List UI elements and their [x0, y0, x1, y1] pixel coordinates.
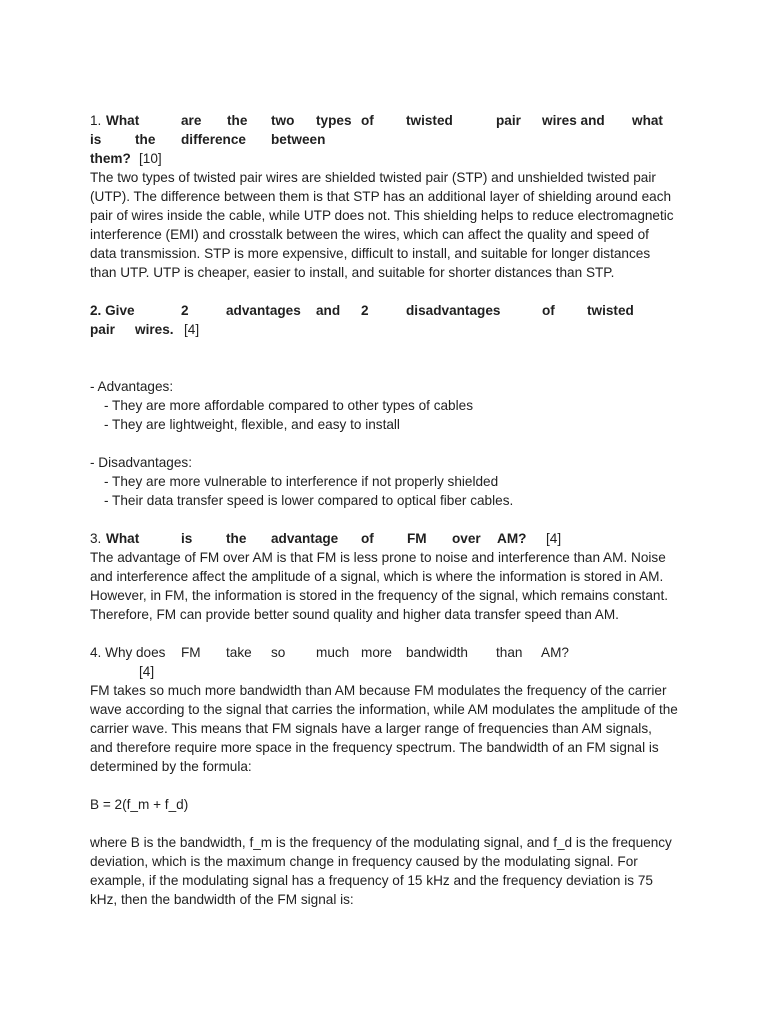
q2-word: and: [316, 303, 341, 318]
q1-word: them?: [90, 151, 131, 166]
q4-word: AM?: [541, 645, 569, 660]
q3-number: 3.: [90, 531, 102, 546]
q1-word: types: [316, 113, 352, 128]
q1-word: two: [271, 113, 295, 128]
q1-word: wires and: [542, 113, 605, 128]
advantages-label: - Advantages:: [90, 379, 174, 394]
q1-heading-line-1: [90, 111, 678, 130]
q4-word: FM: [181, 645, 201, 660]
q3-answer: The advantage of FM over AM is that FM is less prone to noise and interference than AM. Noise and interference affect the amplitude of a signal, which is where the information is stored in AM. However, in FM, the information is stored in the frequency of the signal, which remains constant. Therefore, FM can provide better sound quality and higher data transfer speed than AM.: [90, 550, 669, 622]
q2-heading-line-1: [90, 301, 678, 320]
q3-word: of: [361, 531, 374, 546]
q1-word: the: [135, 132, 156, 147]
q4-word: so: [271, 645, 286, 660]
q1-word: of: [361, 113, 374, 128]
q1-marks: [10]: [139, 151, 162, 166]
q4-heading-line-1: [90, 643, 678, 662]
advantage-item: - They are more affordable compared to other types of cables: [104, 398, 473, 413]
document-content: [90, 111, 678, 909]
q3-word: AM?: [497, 531, 527, 546]
q3-heading-line: [90, 529, 678, 548]
q4-answer: FM takes so much more bandwidth than AM because FM modulates the frequency of the carrier wave according to the signal that carries the information, while AM modulates the amplitude of the carrier wave. This means that FM signals have a larger range of frequencies than AM signals, and therefore require more space in the frequency spectrum. The bandwidth of an FM signal is determined by the formula:: [90, 683, 678, 774]
q2-word: 2. Give: [90, 303, 135, 318]
q2-word: advantages: [226, 303, 301, 318]
q1-word: what: [632, 113, 663, 128]
q3-word: the: [226, 531, 247, 546]
q2-heading-line-2: [90, 320, 678, 339]
q1-word: difference: [181, 132, 246, 147]
q1-heading-line-3: [90, 149, 678, 168]
q1-number: 1.: [90, 113, 102, 128]
q4-heading-line-2: [90, 662, 678, 681]
q1-word: is: [90, 132, 102, 147]
q2-word: pair: [90, 322, 115, 337]
q2-word: twisted: [587, 303, 634, 318]
q4-word: bandwidth: [406, 645, 468, 660]
q4-word: than: [496, 645, 523, 660]
q2-marks: [4]: [184, 322, 200, 337]
advantage-item: - They are lightweight, flexible, and easy to install: [104, 417, 400, 432]
q3-word: What: [106, 531, 140, 546]
q4-word: take: [226, 645, 252, 660]
q4-word: does: [136, 645, 166, 660]
q3-word: FM: [407, 531, 427, 546]
disadvantages-label: - Disadvantages:: [90, 455, 193, 470]
q4-explanation: where B is the bandwidth, f_m is the frequency of the modulating signal, and f_d is the frequency deviation, which is the maximum change in frequency caused by the modulating signal. For example, if the modulating signal has a frequency of 15 kHz and the frequency deviation is 75 kHz, then the bandwidth of the FM signal is:: [90, 835, 672, 907]
q1-heading-line-2: [90, 130, 678, 149]
q3-word: advantage: [271, 531, 339, 546]
q2-word: 2: [181, 303, 189, 318]
disadvantage-item: - They are more vulnerable to interference if not properly shielded: [104, 474, 499, 489]
q2-word: wires.: [135, 322, 174, 337]
q1-answer: The two types of twisted pair wires are shielded twisted pair (STP) and unshielded twisted pair (UTP). The difference between them is that STP has an additional layer of shielding around each pair of wires inside the cable, while UTP does not. This shielding helps to reduce electromagnetic interference (EMI) and crosstalk between the wires, which can affect the quality and speed of data transmission. STP is more expensive, difficult to install, and suitable for longer distances than UTP. UTP is cheaper, easier to install, and suitable for shorter distances than STP.: [90, 170, 674, 280]
q3-word: is: [181, 531, 193, 546]
bandwidth-formula: B = 2(f_m + f_d): [90, 797, 189, 812]
q2-word: 2: [361, 303, 369, 318]
q4-marks: [4]: [139, 664, 155, 679]
q1-word: the: [227, 113, 248, 128]
q1-word: pair: [496, 113, 521, 128]
q2-word: disadvantages: [406, 303, 501, 318]
q1-word: are: [181, 113, 202, 128]
q3-marks: [4]: [546, 531, 562, 546]
q1-word: What: [106, 113, 140, 128]
q2-word: of: [542, 303, 555, 318]
q3-word: over: [452, 531, 481, 546]
q1-word: twisted: [406, 113, 453, 128]
q1-word: between: [271, 132, 326, 147]
disadvantage-item: - Their data transfer speed is lower compared to optical fiber cables.: [104, 493, 514, 508]
q4-word: much: [316, 645, 350, 660]
q4-word: more: [361, 645, 392, 660]
q4-word: 4. Why: [90, 645, 133, 660]
